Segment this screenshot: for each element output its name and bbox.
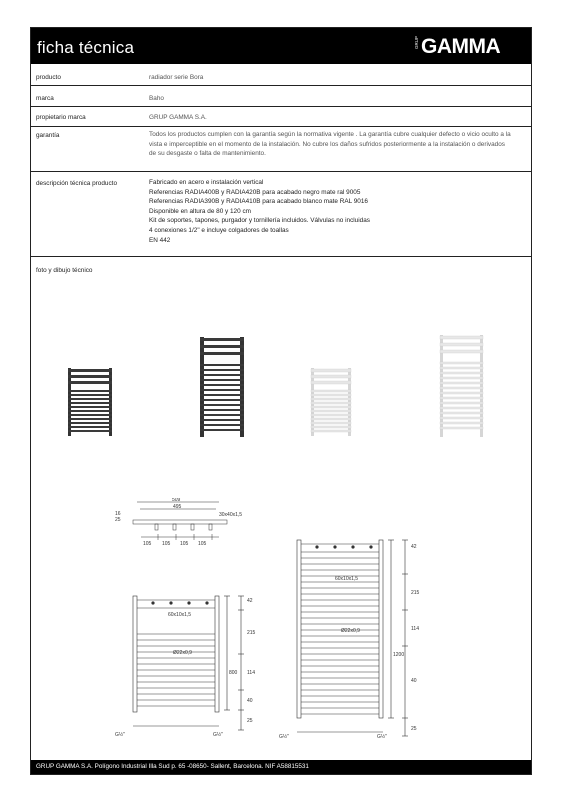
dim-text: 105 (198, 541, 207, 547)
value-producto: radiador serie Bora (149, 74, 204, 81)
divider (31, 106, 531, 107)
datasheet (30, 27, 532, 775)
brand-logo (411, 35, 527, 55)
dim-text: 495 (173, 504, 182, 510)
drawing-front-1200 (269, 536, 429, 740)
brand-small: GRUP (414, 35, 419, 49)
dim-text: 42 (247, 598, 253, 604)
divider (31, 171, 531, 172)
footer-bar (31, 760, 531, 774)
garantia-line: de su desgaste o falta de mantenimiento. (149, 150, 266, 158)
dim-text: 215 (247, 630, 256, 636)
value-propietario: GRUP GAMMA S.A. (149, 114, 207, 121)
dim-text: 509 (172, 498, 181, 503)
page-title: ficha técnica (37, 38, 135, 57)
dim-text: 114 (411, 626, 419, 632)
value-descripcion (149, 178, 529, 245)
radiator-photo-white-large (438, 334, 486, 440)
label-propietario: propietario marca (36, 114, 86, 121)
dim-text: Ø22x0,9 (341, 628, 360, 634)
descripcion-line: Fabricado en acero e instalación vertical (149, 179, 264, 186)
label-marca: marca (36, 95, 54, 102)
dim-text: 40 (411, 678, 417, 684)
radiator-photo-black-large (198, 336, 246, 440)
header-bar (31, 28, 531, 64)
value-garantia (149, 130, 529, 159)
brand-name: GAMMA (421, 35, 501, 55)
dim-text: 114 (247, 670, 255, 676)
dim-text: 25 (115, 517, 121, 523)
garantia-line: Todos los productos cumplen con la garantía según la normativa vigente . La garantía cubre cualquier defecto o vicio oculto a la (149, 131, 511, 138)
dim-text: 40 (247, 698, 253, 704)
divider (31, 126, 531, 127)
divider (31, 256, 531, 257)
dim-text: Ø22x0,9 (173, 650, 192, 656)
dim-text: 30x40x1,5 (219, 512, 243, 518)
label-garantia: garantía (36, 132, 60, 139)
value-marca: Baho (149, 95, 164, 102)
connection-label: G½" (377, 734, 387, 740)
descripcion-line: 4 conexiones 1/2" e incluye colgadores de toallas (149, 226, 289, 234)
connection-label: G½" (213, 732, 223, 738)
garantia-line: vista e imperceptible en el momento de la instalación. No cubre los daños sufridos posteriormente a la instalación o derivados (149, 140, 505, 148)
descripcion-line: Referencias RADIA400B y RADIA420B para acabado negro mate ral 9005 (149, 188, 361, 196)
drawing-front-800 (113, 590, 263, 740)
connection-label: G½" (115, 732, 125, 738)
dim-text: 16 (115, 511, 121, 517)
dim-text: 25 (247, 718, 253, 724)
connection-label: G½" (279, 734, 289, 740)
divider (31, 85, 531, 86)
label-producto: producto (36, 74, 61, 81)
dim-text: 1200 (393, 652, 405, 658)
descripcion-line: EN 442 (149, 236, 171, 244)
dim-text: 215 (411, 590, 420, 596)
footer-text: GRUP GAMMA S.A. Polígono Industrial Illa Sud p. 65 -08650- Sallent, Barcelona. NIF A58815531 (36, 763, 309, 770)
dim-text: 105 (180, 541, 189, 547)
dim-text: 42 (411, 544, 417, 550)
dim-text: 105 (162, 541, 171, 547)
radiator-photo-white-small (308, 366, 354, 438)
dim-text: 25 (411, 726, 417, 732)
dim-text: 60x10x1,5 (335, 576, 359, 582)
dim-text: 105 (143, 541, 152, 547)
label-foto: foto y dibujo técnico (36, 267, 93, 274)
descripcion-line: Referencias RADIA390B y RADIA410B para acabado blanco mate RAL 9016 (149, 198, 368, 206)
dim-text: 60x10x1,5 (168, 612, 192, 618)
radiator-photo-black-small (65, 366, 115, 438)
descripcion-line: Kit de soportes, tapones, purgador y tornillería incluidos. Válvulas no incluidas (149, 217, 370, 225)
drawing-top-view (115, 498, 245, 548)
descripcion-line: Disponible en altura de 80 y 120 cm (149, 207, 251, 215)
dim-text: 800 (229, 670, 238, 676)
label-descripcion: descripción técnica producto (36, 180, 117, 187)
